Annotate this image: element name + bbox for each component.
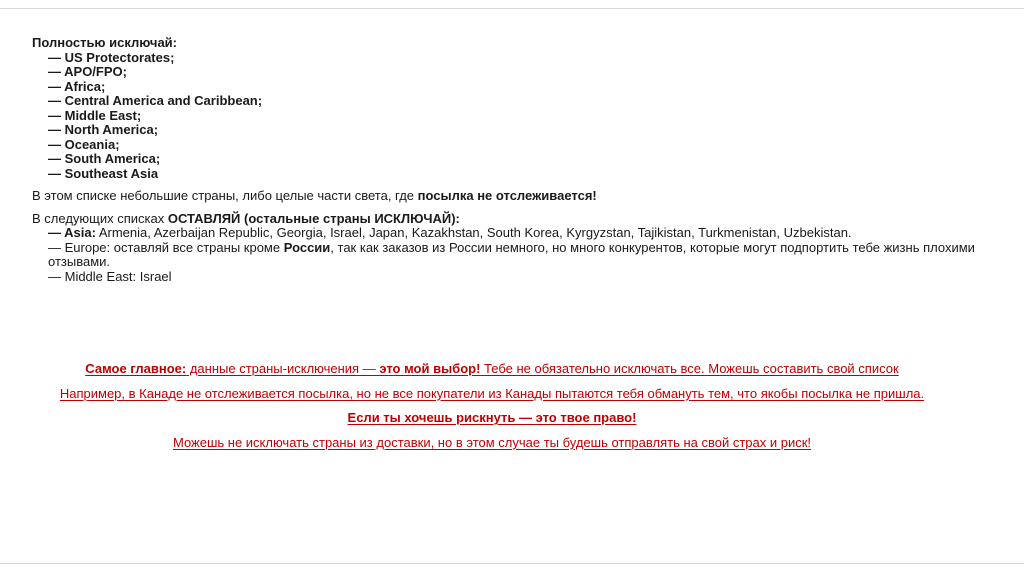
warning-main[interactable] [20, 362, 964, 377]
exclude-item: — North America; [48, 122, 159, 137]
warning-main-bold-a: Самое главное: [85, 361, 187, 376]
bottom-divider [0, 563, 1024, 564]
warning-main-text-a: данные страны-исключения — [186, 361, 380, 376]
warning-main-bold-b: это мой выбор! [379, 361, 481, 376]
warning-main-text-b: Тебе не обязательно исключать все. Можешь составить свой список [480, 361, 899, 376]
exclude-item: — Middle East; [48, 107, 142, 123]
tracking-note-text: В этом списке небольшие страны, либо целые части света, где [32, 188, 418, 203]
exclude-item: — Africa; [48, 78, 106, 94]
europe-text-b: , так как заказов из России немного, но много конкурентов, которые могут подпортить тебе жизнь плохими отзывами. [48, 239, 975, 269]
asia-label: Asia: [64, 225, 96, 240]
europe-bold: России [283, 239, 331, 255]
europe-text-a: — Europe: оставляй все страны кроме [48, 239, 284, 255]
asia-dash: — [48, 225, 65, 240]
exclude-item: — Southeast Asia [48, 165, 159, 181]
warning-canada[interactable]: Например, в Канаде не отслеживается посылка, но не все покупатели из Канады пытаются тебя обмануть тем, что якобы посылка не пришла. [59, 385, 925, 401]
keep-middle-east: — Middle East: Israel [48, 268, 172, 284]
exclude-item: — US Protectorates; [48, 49, 175, 65]
warnings-block [20, 362, 964, 460]
tracking-note-bold: посылка не отслеживается! [417, 188, 597, 203]
asia-countries: Armenia, Azerbaijan Republic, Georgia, Israel, Japan, Kazakhstan, South Korea, Kyrgyzstan, Tajikistan, Turkmenistan, Uzbekistan. [95, 225, 852, 240]
exclude-heading: Полностью исключай: [32, 35, 177, 50]
top-divider [0, 8, 1024, 9]
warning-risk[interactable]: Если ты хочешь рискнуть — это твое право! [347, 410, 637, 425]
exclude-item: — Central America and Caribbean; [48, 93, 263, 108]
keep-intro-bold: ОСТАВЛЯЙ (остальные страны ИСКЛЮЧАЙ): [167, 210, 460, 226]
exclude-item: — Oceania; [48, 136, 120, 152]
exclude-item: — APO/FPO; [48, 64, 127, 79]
exclude-list [32, 51, 992, 182]
keep-asia [32, 226, 992, 241]
exclude-item: — South America; [48, 151, 161, 166]
warning-own-risk[interactable]: Можешь не исключать страны из доставки, но в этом случае ты будешь отправлять на свой страх и риск! [172, 434, 812, 450]
tracking-note [32, 189, 992, 204]
keep-europe [32, 241, 992, 270]
keep-section [32, 212, 992, 285]
slide-content [32, 36, 992, 284]
keep-intro-text: В следующих списках [32, 210, 168, 226]
keep-intro [32, 212, 992, 227]
